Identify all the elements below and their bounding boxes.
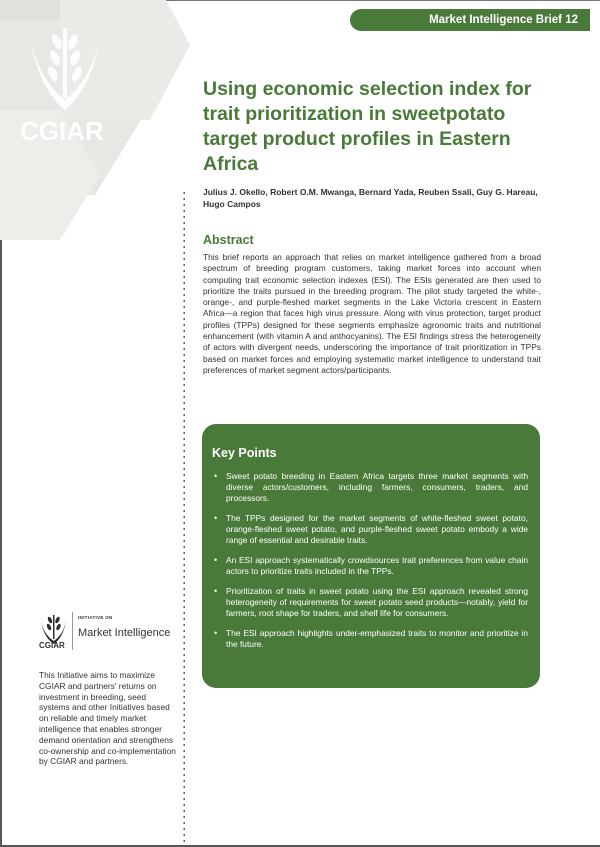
logo-cgiar-text: CGIAR: [39, 641, 65, 650]
key-point: [212, 628, 528, 650]
abstract-text: This brief reports an approach that relies on market intelligence gathered from a broad spectrum of breeding program customers, taking market forces into account when computing trait economic selection indexes (ESI). The ESIs generated are then used to prioritize the traits pursued in the breeding program. The pilot study targeted the white-, orange-, and purple-fleshed market segments in the Lake Victoria crescent in Eastern Africa—a region that faces high virus pressure. Along with virus protection, target product profiles (TPPs) designed for these segments emphasize agronomic traits and nutritional enhancement (with vitamin A and anthocyanins). The ESI findings stress the heterogeneity of actors with divergent needs, underscoring the importance of trait prioritization in TPPs based on market forces and employing systematic market intelligence to understand trait preferences of market segment actors/participants.: [203, 252, 541, 375]
key-points-list: [212, 471, 528, 650]
key-point-text: The ESI approach highlights under-emphasized traits to monitor and prioritize in the future.: [226, 628, 528, 649]
page-title: Using economic selection index for trait prioritization in sweetpotato target product profiles in Eastern Africa: [203, 78, 532, 175]
logo-initiative-on: INITIATIVE ON: [78, 615, 113, 620]
key-points-heading: Key Points: [212, 446, 277, 460]
key-point-text: Sweet potato breeding in Eastern Africa targets three market segments with diverse actors/customers, including farmers, consumers, traders, and processors.: [226, 471, 528, 503]
key-point-text: An ESI approach systematically crowdsources trait preferences from value chain actors to prioritize traits included in the TPPs.: [226, 555, 528, 576]
bullet: •: [214, 586, 218, 596]
key-point: [212, 555, 528, 577]
hexagon-background: [0, 0, 200, 260]
bullet: •: [214, 513, 218, 523]
dotted-divider: [183, 190, 185, 847]
wheat-icon: [41, 615, 66, 644]
abstract-heading: Abstract: [203, 233, 254, 247]
watermark-cgiar: CGIAR: [20, 116, 104, 146]
logo-initiative-name: Market Intelligence: [78, 627, 171, 639]
bullet: •: [214, 471, 218, 481]
brief-banner: Market Intelligence Brief 12: [350, 9, 590, 31]
key-points-box: [202, 424, 540, 688]
key-point: [212, 513, 528, 546]
key-point-text: Prioritization of traits in sweet potato using the ESI approach revealed strong heterogeneity of requirements for sweet potato seed products—notably, yield for farmers, root shape for traders, and shelf life for consumers.: [226, 586, 528, 618]
bullet: •: [214, 628, 218, 638]
key-point: [212, 586, 528, 619]
authors: Julius J. Okello, Robert O.M. Mwanga, Bernard Yada, Reuben Ssali, Guy G. Hareau, Hugo Campos: [203, 187, 538, 209]
initiative-description: This Initiative aims to maximize CGIAR and partners' returns on investment in breeding, seed systems and other Initiatives based on reliable and timely market intelligence that enables stronger demand orientation and strengthens co-ownership and co-implementation by CGIAR and partners.: [39, 670, 176, 767]
bullet: •: [214, 555, 218, 565]
logo-divider: [72, 612, 73, 650]
key-point: [212, 471, 528, 504]
key-point-text: The TPPs designed for the market segments of white-fleshed sweet potato, orange-fleshed sweet potato, and purple-fleshed sweet potato embody a wide range of essential and desirable traits.: [226, 513, 528, 545]
